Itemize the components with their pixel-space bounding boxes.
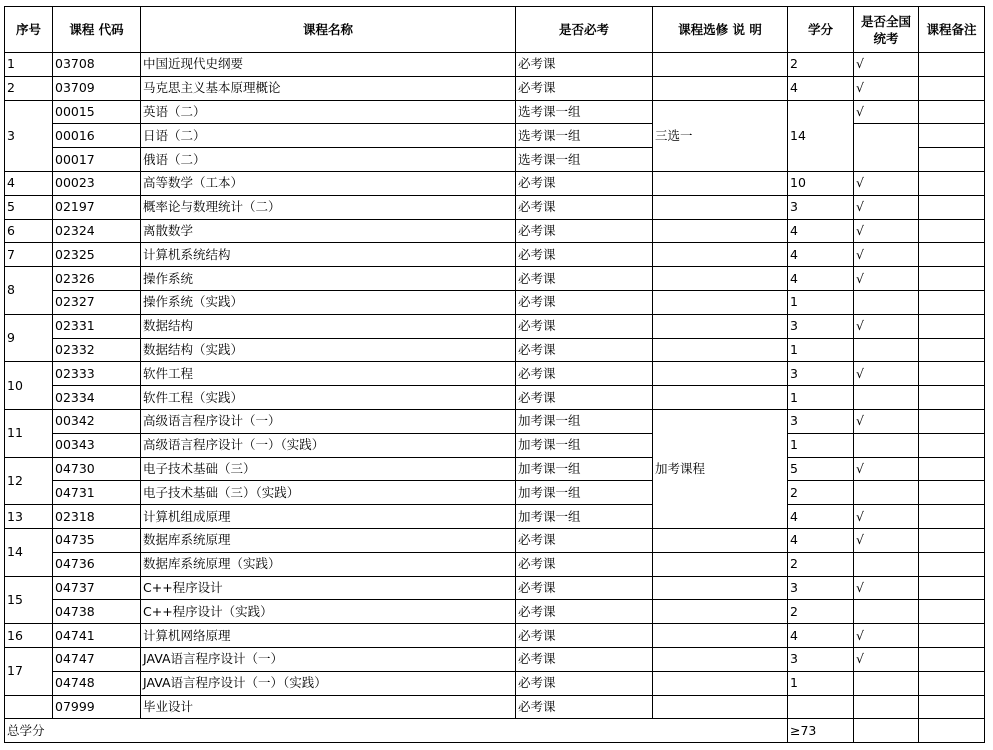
code-cell: 02334 bbox=[53, 386, 141, 410]
required-cell: 选考课一组 bbox=[516, 124, 653, 148]
elective-note-cell bbox=[653, 528, 788, 552]
total-label: 总学分 bbox=[5, 719, 788, 743]
national-cell: √ bbox=[854, 76, 919, 100]
code-cell: 04748 bbox=[53, 671, 141, 695]
code-cell: 02331 bbox=[53, 314, 141, 338]
national-cell bbox=[854, 124, 919, 172]
remark-cell bbox=[919, 409, 985, 433]
elective-note-cell: 加考课程 bbox=[653, 409, 788, 528]
remark-cell bbox=[919, 53, 985, 77]
national-cell bbox=[854, 481, 919, 505]
credits-cell: 2 bbox=[788, 552, 854, 576]
remark-cell bbox=[919, 386, 985, 410]
national-cell: √ bbox=[854, 457, 919, 481]
header-remark: 课程备注 bbox=[919, 7, 985, 53]
credits-cell: 3 bbox=[788, 576, 854, 600]
remark-cell bbox=[919, 505, 985, 529]
national-cell bbox=[854, 600, 919, 624]
table-row bbox=[5, 600, 985, 624]
seq-cell bbox=[5, 695, 53, 719]
required-cell: 必考课 bbox=[516, 76, 653, 100]
table-row bbox=[5, 338, 985, 362]
table-row bbox=[5, 576, 985, 600]
remark-cell bbox=[919, 100, 985, 124]
name-cell: 数据库系统原理（实践） bbox=[141, 552, 516, 576]
name-cell: 操作系统 bbox=[141, 267, 516, 291]
seq-cell: 7 bbox=[5, 243, 53, 267]
national-cell bbox=[854, 433, 919, 457]
code-cell: 02324 bbox=[53, 219, 141, 243]
code-cell: 00343 bbox=[53, 433, 141, 457]
table-row bbox=[5, 76, 985, 100]
remark-cell bbox=[919, 76, 985, 100]
remark-cell bbox=[919, 195, 985, 219]
table-row bbox=[5, 695, 985, 719]
required-cell: 选考课一组 bbox=[516, 100, 653, 124]
table-row bbox=[5, 505, 985, 529]
elective-note-cell bbox=[653, 314, 788, 338]
required-cell: 必考课 bbox=[516, 195, 653, 219]
table-row bbox=[5, 481, 985, 505]
elective-note-cell: 三选一 bbox=[653, 100, 788, 171]
credits-cell: 4 bbox=[788, 76, 854, 100]
credits-cell: 1 bbox=[788, 338, 854, 362]
national-cell: √ bbox=[854, 100, 919, 124]
national-cell bbox=[854, 552, 919, 576]
seq-cell: 5 bbox=[5, 195, 53, 219]
table-row bbox=[5, 528, 985, 552]
code-cell: 00015 bbox=[53, 100, 141, 124]
code-cell: 03708 bbox=[53, 53, 141, 77]
seq-cell: 12 bbox=[5, 457, 53, 505]
table-row bbox=[5, 243, 985, 267]
required-cell: 必考课 bbox=[516, 552, 653, 576]
name-cell: C++程序设计 bbox=[141, 576, 516, 600]
remark-cell bbox=[919, 338, 985, 362]
code-cell: 02327 bbox=[53, 290, 141, 314]
national-cell: √ bbox=[854, 576, 919, 600]
seq-cell: 17 bbox=[5, 647, 53, 695]
required-cell: 必考课 bbox=[516, 338, 653, 362]
elective-note-cell bbox=[653, 53, 788, 77]
required-cell: 必考课 bbox=[516, 267, 653, 291]
credits-cell bbox=[788, 695, 854, 719]
elective-note-cell bbox=[653, 647, 788, 671]
required-cell: 必考课 bbox=[516, 386, 653, 410]
remark-cell bbox=[919, 219, 985, 243]
credits-cell: 3 bbox=[788, 409, 854, 433]
remark-cell bbox=[919, 148, 985, 172]
national-cell: √ bbox=[854, 171, 919, 195]
seq-cell: 1 bbox=[5, 53, 53, 77]
remark-cell bbox=[919, 124, 985, 148]
national-cell: √ bbox=[854, 195, 919, 219]
name-cell: 日语（二） bbox=[141, 124, 516, 148]
name-cell: 数据结构 bbox=[141, 314, 516, 338]
remark-cell bbox=[919, 647, 985, 671]
required-cell: 加考课一组 bbox=[516, 433, 653, 457]
required-cell: 必考课 bbox=[516, 219, 653, 243]
elective-note-cell bbox=[653, 576, 788, 600]
name-cell: JAVA语言程序设计（一） bbox=[141, 647, 516, 671]
seq-cell: 8 bbox=[5, 267, 53, 315]
total-row bbox=[5, 719, 985, 743]
name-cell: 英语（二） bbox=[141, 100, 516, 124]
code-cell: 04735 bbox=[53, 528, 141, 552]
elective-note-cell bbox=[653, 386, 788, 410]
elective-note-cell bbox=[653, 671, 788, 695]
name-cell: JAVA语言程序设计（一）（实践） bbox=[141, 671, 516, 695]
remark-cell bbox=[919, 481, 985, 505]
code-cell: 00016 bbox=[53, 124, 141, 148]
credits-cell: 1 bbox=[788, 433, 854, 457]
remark-cell bbox=[919, 362, 985, 386]
required-cell: 加考课一组 bbox=[516, 481, 653, 505]
header-required: 是否必考 bbox=[516, 7, 653, 53]
table-row bbox=[5, 433, 985, 457]
seq-cell: 3 bbox=[5, 100, 53, 171]
table-row bbox=[5, 53, 985, 77]
remark-cell bbox=[919, 314, 985, 338]
required-cell: 必考课 bbox=[516, 362, 653, 386]
required-cell: 加考课一组 bbox=[516, 409, 653, 433]
seq-cell: 13 bbox=[5, 505, 53, 529]
remark-cell bbox=[919, 624, 985, 648]
table-row bbox=[5, 219, 985, 243]
table-row bbox=[5, 362, 985, 386]
national-cell bbox=[854, 671, 919, 695]
name-cell: 高级语言程序设计（一）（实践） bbox=[141, 433, 516, 457]
remark-cell bbox=[919, 171, 985, 195]
header-seq: 序号 bbox=[5, 7, 53, 53]
name-cell: 电子技术基础（三） bbox=[141, 457, 516, 481]
name-cell: 软件工程 bbox=[141, 362, 516, 386]
name-cell: 计算机网络原理 bbox=[141, 624, 516, 648]
elective-note-cell bbox=[653, 290, 788, 314]
code-cell: 02318 bbox=[53, 505, 141, 529]
name-cell: 高等数学（工本） bbox=[141, 171, 516, 195]
remark-cell bbox=[919, 243, 985, 267]
required-cell: 必考课 bbox=[516, 624, 653, 648]
credits-cell: 3 bbox=[788, 195, 854, 219]
remark-cell bbox=[919, 290, 985, 314]
credits-cell: 4 bbox=[788, 505, 854, 529]
national-cell: √ bbox=[854, 362, 919, 386]
required-cell: 必考课 bbox=[516, 528, 653, 552]
remark-cell bbox=[919, 576, 985, 600]
remark-cell bbox=[919, 695, 985, 719]
elective-note-cell bbox=[653, 338, 788, 362]
elective-note-cell bbox=[653, 243, 788, 267]
elective-note-cell bbox=[653, 695, 788, 719]
name-cell: 操作系统（实践） bbox=[141, 290, 516, 314]
elective-note-cell bbox=[653, 171, 788, 195]
header-credits: 学分 bbox=[788, 7, 854, 53]
credits-cell: 14 bbox=[788, 100, 854, 171]
national-cell: √ bbox=[854, 314, 919, 338]
credits-cell: 4 bbox=[788, 624, 854, 648]
seq-cell: 14 bbox=[5, 528, 53, 576]
required-cell: 必考课 bbox=[516, 600, 653, 624]
name-cell: C++程序设计（实践） bbox=[141, 600, 516, 624]
credits-cell: 3 bbox=[788, 362, 854, 386]
seq-cell: 16 bbox=[5, 624, 53, 648]
credits-cell: 1 bbox=[788, 671, 854, 695]
national-cell bbox=[854, 338, 919, 362]
table-row bbox=[5, 290, 985, 314]
code-cell: 00342 bbox=[53, 409, 141, 433]
required-cell: 选考课一组 bbox=[516, 148, 653, 172]
name-cell: 计算机组成原理 bbox=[141, 505, 516, 529]
name-cell: 高级语言程序设计（一） bbox=[141, 409, 516, 433]
national-cell: √ bbox=[854, 53, 919, 77]
required-cell: 加考课一组 bbox=[516, 505, 653, 529]
seq-cell: 4 bbox=[5, 171, 53, 195]
seq-cell: 2 bbox=[5, 76, 53, 100]
elective-note-cell bbox=[653, 552, 788, 576]
code-cell: 04738 bbox=[53, 600, 141, 624]
header-national: 是否全国统考 bbox=[854, 7, 919, 53]
name-cell: 俄语（二） bbox=[141, 148, 516, 172]
national-cell bbox=[854, 719, 919, 743]
elective-note-cell bbox=[653, 624, 788, 648]
seq-cell: 11 bbox=[5, 409, 53, 457]
credits-cell: 1 bbox=[788, 290, 854, 314]
remark-cell bbox=[919, 719, 985, 743]
credits-cell: 10 bbox=[788, 171, 854, 195]
table-row bbox=[5, 100, 985, 124]
required-cell: 必考课 bbox=[516, 243, 653, 267]
table-row bbox=[5, 552, 985, 576]
code-cell: 04731 bbox=[53, 481, 141, 505]
credits-cell: 4 bbox=[788, 243, 854, 267]
table-row bbox=[5, 624, 985, 648]
required-cell: 必考课 bbox=[516, 53, 653, 77]
name-cell: 数据库系统原理 bbox=[141, 528, 516, 552]
required-cell: 必考课 bbox=[516, 671, 653, 695]
remark-cell bbox=[919, 600, 985, 624]
seq-cell: 6 bbox=[5, 219, 53, 243]
remark-cell bbox=[919, 552, 985, 576]
code-cell: 04737 bbox=[53, 576, 141, 600]
table-row bbox=[5, 195, 985, 219]
credits-cell: 2 bbox=[788, 481, 854, 505]
national-cell: √ bbox=[854, 267, 919, 291]
name-cell: 概率论与数理统计（二） bbox=[141, 195, 516, 219]
remark-cell bbox=[919, 267, 985, 291]
header-row bbox=[5, 7, 985, 53]
national-cell bbox=[854, 386, 919, 410]
name-cell: 数据结构（实践） bbox=[141, 338, 516, 362]
remark-cell bbox=[919, 433, 985, 457]
table-row bbox=[5, 457, 985, 481]
required-cell: 必考课 bbox=[516, 290, 653, 314]
table-row bbox=[5, 671, 985, 695]
elective-note-cell bbox=[653, 76, 788, 100]
name-cell: 马克思主义基本原理概论 bbox=[141, 76, 516, 100]
elective-note-cell bbox=[653, 600, 788, 624]
code-cell: 04741 bbox=[53, 624, 141, 648]
table-row bbox=[5, 409, 985, 433]
national-cell: √ bbox=[854, 243, 919, 267]
name-cell: 软件工程（实践） bbox=[141, 386, 516, 410]
table-row bbox=[5, 386, 985, 410]
total-credits: ≥73 bbox=[788, 719, 854, 743]
elective-note-cell bbox=[653, 195, 788, 219]
course-plan-table-wrapper bbox=[4, 6, 985, 743]
national-cell: √ bbox=[854, 505, 919, 529]
required-cell: 加考课一组 bbox=[516, 457, 653, 481]
national-cell: √ bbox=[854, 219, 919, 243]
credits-cell: 4 bbox=[788, 267, 854, 291]
code-cell: 02333 bbox=[53, 362, 141, 386]
code-cell: 00017 bbox=[53, 148, 141, 172]
required-cell: 必考课 bbox=[516, 647, 653, 671]
credits-cell: 1 bbox=[788, 386, 854, 410]
course-plan-table bbox=[4, 6, 985, 743]
code-cell: 04747 bbox=[53, 647, 141, 671]
seq-cell: 9 bbox=[5, 314, 53, 362]
code-cell: 02326 bbox=[53, 267, 141, 291]
name-cell: 电子技术基础（三）（实践） bbox=[141, 481, 516, 505]
credits-cell: 3 bbox=[788, 314, 854, 338]
table-row bbox=[5, 171, 985, 195]
remark-cell bbox=[919, 528, 985, 552]
name-cell: 中国近现代史纲要 bbox=[141, 53, 516, 77]
credits-cell: 2 bbox=[788, 600, 854, 624]
name-cell: 毕业设计 bbox=[141, 695, 516, 719]
code-cell: 03709 bbox=[53, 76, 141, 100]
national-cell: √ bbox=[854, 624, 919, 648]
elective-note-cell bbox=[653, 362, 788, 386]
elective-note-cell bbox=[653, 219, 788, 243]
seq-cell: 10 bbox=[5, 362, 53, 410]
name-cell: 计算机系统结构 bbox=[141, 243, 516, 267]
credits-cell: 4 bbox=[788, 528, 854, 552]
code-cell: 07999 bbox=[53, 695, 141, 719]
remark-cell bbox=[919, 457, 985, 481]
national-cell bbox=[854, 695, 919, 719]
seq-cell: 15 bbox=[5, 576, 53, 624]
national-cell: √ bbox=[854, 647, 919, 671]
header-name: 课程名称 bbox=[141, 7, 516, 53]
national-cell: √ bbox=[854, 409, 919, 433]
table-row bbox=[5, 647, 985, 671]
credits-cell: 3 bbox=[788, 647, 854, 671]
header-elective-note: 课程选修 说 明 bbox=[653, 7, 788, 53]
required-cell: 必考课 bbox=[516, 576, 653, 600]
elective-note-cell bbox=[653, 267, 788, 291]
header-code: 课程 代码 bbox=[53, 7, 141, 53]
code-cell: 04730 bbox=[53, 457, 141, 481]
code-cell: 00023 bbox=[53, 171, 141, 195]
credits-cell: 2 bbox=[788, 53, 854, 77]
national-cell bbox=[854, 290, 919, 314]
table-row bbox=[5, 267, 985, 291]
code-cell: 02332 bbox=[53, 338, 141, 362]
required-cell: 必考课 bbox=[516, 695, 653, 719]
required-cell: 必考课 bbox=[516, 171, 653, 195]
table-row bbox=[5, 314, 985, 338]
code-cell: 02325 bbox=[53, 243, 141, 267]
name-cell: 离散数学 bbox=[141, 219, 516, 243]
code-cell: 02197 bbox=[53, 195, 141, 219]
code-cell: 04736 bbox=[53, 552, 141, 576]
remark-cell bbox=[919, 671, 985, 695]
credits-cell: 5 bbox=[788, 457, 854, 481]
credits-cell: 4 bbox=[788, 219, 854, 243]
national-cell: √ bbox=[854, 528, 919, 552]
required-cell: 必考课 bbox=[516, 314, 653, 338]
